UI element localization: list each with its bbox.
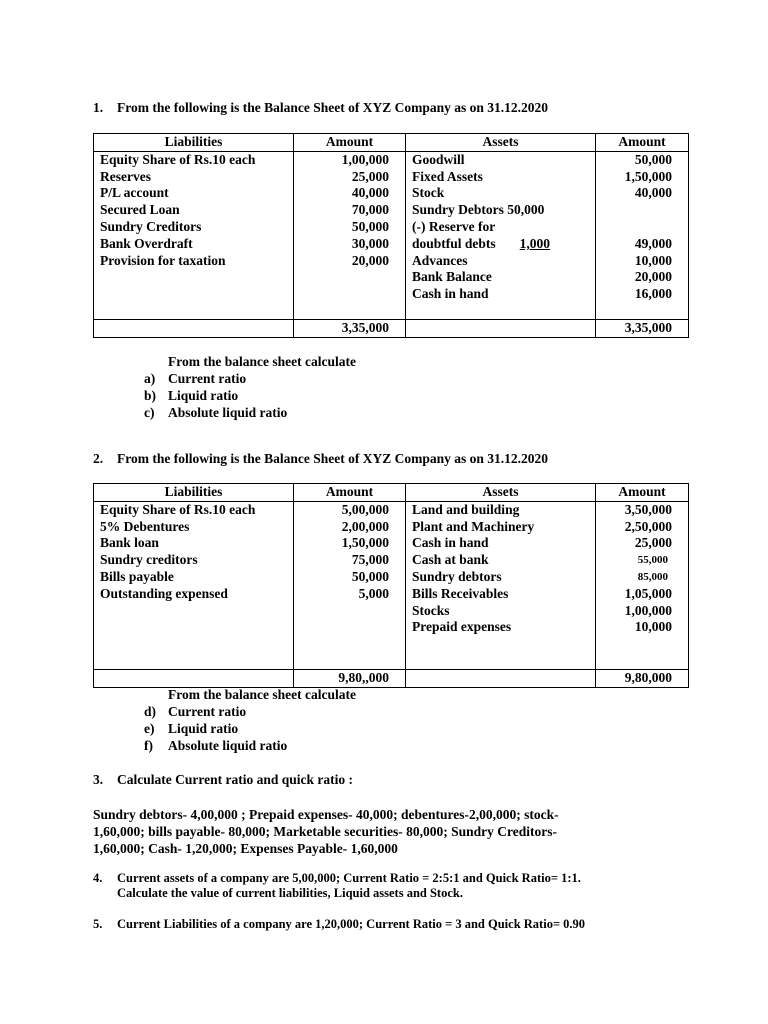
q2-liability-item: 5% Debentures (100, 518, 190, 534)
q1-liability-amounts-cell (294, 151, 406, 319)
q1-liability-amount: 1,00,000 (341, 151, 389, 167)
q2-asset-amount: 25,000 (634, 535, 672, 551)
q2-asset-item: Bills Receivables (412, 585, 509, 601)
q1-liability-item: Provision for taxation (100, 252, 226, 268)
q1-total-liabilities: 3,35,000 (294, 319, 406, 337)
q1-asset-item: Fixed Assets (412, 168, 483, 184)
q1-asset-amount: 49,000 (634, 235, 672, 251)
q1-asset-item: Cash in hand (412, 286, 489, 302)
q2-liability-item: Sundry creditors (100, 552, 198, 568)
q4-line: Current assets of a company are 5,00,000; Current Ratio = 2:5:1 and Quick Ratio= 1:1. (117, 871, 581, 885)
q2-asset-item: Cash in hand (412, 535, 489, 551)
q1-asset-amount: 40,000 (634, 185, 672, 201)
q2-subpart-text: Liquid ratio (168, 721, 239, 736)
q3-number: 3. (93, 772, 104, 787)
q1-subpart-label: c) (144, 405, 155, 420)
q2-asset-amount: 1,05,000 (624, 585, 672, 601)
q1-total-label-cell-2 (406, 319, 596, 337)
q2-liability-item: Bank loan (100, 535, 159, 551)
q1-liability-item: Secured Loan (100, 202, 180, 218)
q2-header-amount-2: Amount (596, 484, 689, 502)
q5-item (93, 917, 585, 932)
q1-instruction: From the balance sheet calculate (168, 354, 356, 369)
q2-liability-amount: 50,000 (351, 568, 389, 584)
q2-assets-cell (406, 501, 596, 669)
q1-subpart-text: Absolute liquid ratio (168, 405, 288, 420)
q1-liability-item: Reserves (100, 168, 151, 184)
q1-asset-amount (602, 219, 672, 236)
q1-subpart-label: b) (144, 388, 157, 403)
q1-asset-amount: 20,000 (634, 269, 672, 285)
q3-heading (93, 772, 353, 788)
q1-liability-item: Sundry Creditors (100, 218, 202, 234)
q1-asset-amount: 1,50,000 (624, 168, 672, 184)
q2-number: 2. (93, 451, 104, 466)
q2-asset-amount: 85,000 (637, 570, 668, 583)
q1-liability-item: P/L account (100, 185, 169, 201)
q1-balance-sheet (93, 133, 689, 338)
q2-liability-amounts-cell (294, 501, 406, 669)
q1-asset-item: Advances (412, 252, 468, 268)
q2-instruction: From the balance sheet calculate (168, 687, 356, 702)
q1-liability-amount: 70,000 (351, 202, 389, 218)
q2-asset-amount: 1,00,000 (624, 602, 672, 618)
q1-liability-amount: 20,000 (351, 252, 389, 268)
q1-liability-amount: 50,000 (351, 218, 389, 234)
q2-asset-amount: 3,50,000 (624, 501, 672, 517)
q2-asset-item: Plant and Machinery (412, 518, 535, 534)
q1-asset-amount: 10,000 (634, 252, 672, 268)
q2-asset-item: Sundry debtors (412, 568, 502, 584)
q2-asset-amount: 10,000 (634, 619, 672, 635)
q1-asset-amount (602, 202, 672, 219)
q1-title: From the following is the Balance Sheet of XYZ Company as on 31.12.2020 (117, 100, 549, 115)
q1-assets-cell (406, 151, 596, 319)
q1-header-assets: Assets (406, 134, 596, 152)
q2-heading (93, 451, 548, 467)
q1-asset-item: doubtful debts (412, 235, 496, 251)
q1-asset-amount: 16,000 (634, 286, 672, 302)
q3-title: Calculate Current ratio and quick ratio : (117, 772, 353, 787)
q2-header-liabilities: Liabilities (94, 484, 294, 502)
q1-header-amount: Amount (294, 134, 406, 152)
q1-subpart (144, 405, 287, 421)
q2-liability-amount: 75,000 (351, 552, 389, 568)
q1-asset-item-reserve (412, 236, 589, 253)
q1-liability-item: Equity Share of Rs.10 each (100, 151, 256, 167)
q2-subpart (144, 704, 246, 720)
q1-liability-amount: 25,000 (351, 168, 389, 184)
q3-data-line: Sundry debtors- 4,00,000 ; Prepaid expenses- 40,000; debentures-2,00,000; stock- (93, 807, 559, 822)
q2-liability-amount: 5,00,000 (341, 501, 389, 517)
q2-subpart-text: Absolute liquid ratio (168, 738, 288, 753)
q1-header-liabilities: Liabilities (94, 134, 294, 152)
q2-asset-item: Stocks (412, 602, 450, 618)
q1-reserve-amount: 1,000 (519, 235, 551, 251)
q1-asset-item: Sundry Debtors 50,000 (412, 202, 545, 218)
q2-liability-amount: 2,00,000 (341, 518, 389, 534)
q2-liability-item: Bills payable (100, 568, 174, 584)
q1-subpart-label: a) (144, 371, 156, 386)
q2-liabilities-cell (94, 501, 294, 669)
q3-data-paragraph (93, 806, 693, 857)
q5-text: Current Liabilities of a company are 1,20,000; Current Ratio = 3 and Quick Ratio= 0.90 (117, 917, 586, 931)
q1-asset-amounts-cell (596, 151, 689, 319)
q1-total-label-cell (94, 319, 294, 337)
q1-subpart-text: Liquid ratio (168, 388, 239, 403)
q2-subpart (144, 738, 287, 754)
q2-asset-item: Prepaid expenses (412, 619, 512, 635)
q2-header-amount: Amount (294, 484, 406, 502)
q2-balance-sheet (93, 483, 689, 688)
q1-subpart (144, 371, 246, 387)
q1-asset-amount: 50,000 (634, 151, 672, 167)
q1-asset-item: Bank Balance (412, 269, 492, 285)
q2-subpart (144, 721, 238, 737)
q3-data-line: 1,60,000; Cash- 1,20,000; Expenses Payable- 1,60,000 (93, 841, 398, 856)
q1-asset-item: Stock (412, 185, 445, 201)
q2-total-label-cell (94, 669, 294, 687)
q2-total-liabilities: 9,80,,000 (294, 669, 406, 687)
q1-heading (93, 100, 548, 116)
q2-asset-amount: 2,50,000 (624, 518, 672, 534)
q1-asset-item: Goodwill (412, 151, 465, 167)
q1-header-amount-2: Amount (596, 134, 689, 152)
q2-total-assets: 9,80,000 (596, 669, 689, 687)
q1-subpart (144, 388, 238, 404)
q4-item (93, 871, 581, 901)
q2-subpart-label: e) (144, 721, 155, 736)
q2-liability-item: Equity Share of Rs.10 each (100, 501, 256, 517)
q1-liability-item: Bank Overdraft (100, 235, 193, 251)
q2-asset-amount: 55,000 (637, 554, 668, 567)
q2-liability-item: Outstanding expensed (100, 585, 228, 601)
q1-total-assets: 3,35,000 (596, 319, 689, 337)
q2-asset-item: Land and building (412, 501, 520, 517)
q2-liability-amount: 5,000 (358, 585, 389, 601)
q2-subpart-label: f) (144, 738, 153, 753)
q4-line: Calculate the value of current liabilities, Liquid assets and Stock. (117, 886, 463, 900)
q1-liabilities-cell (94, 151, 294, 319)
q1-asset-item: (-) Reserve for (412, 218, 496, 234)
q2-liability-amount: 1,50,000 (341, 535, 389, 551)
q4-number: 4. (93, 871, 103, 885)
q2-header-assets: Assets (406, 484, 596, 502)
q2-subpart-text: Current ratio (168, 704, 247, 719)
q1-number: 1. (93, 100, 104, 115)
q2-asset-item: Cash at bank (412, 552, 489, 568)
q1-liability-amount: 30,000 (351, 235, 389, 251)
q2-title: From the following is the Balance Sheet of XYZ Company as on 31.12.2020 (117, 451, 549, 466)
q1-liability-amount: 40,000 (351, 185, 389, 201)
q5-number: 5. (93, 917, 103, 931)
q2-asset-amounts-cell (596, 501, 689, 669)
q3-data-line: 1,60,000; bills payable- 80,000; Marketable securities- 80,000; Sundry Creditors- (93, 824, 557, 839)
q2-total-label-cell-2 (406, 669, 596, 687)
q2-subpart-label: d) (144, 704, 157, 719)
q1-subpart-text: Current ratio (168, 371, 247, 386)
